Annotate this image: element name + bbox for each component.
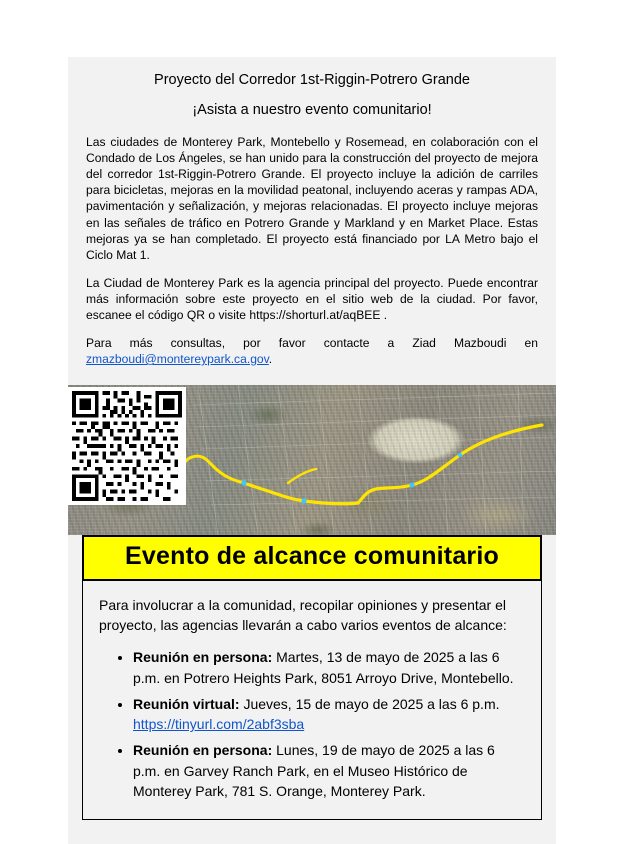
page-title: Proyecto del Corredor 1st-Riggin-Potrero Grande: [154, 72, 470, 88]
flyer-sheet: [68, 57, 556, 844]
event-banner-label: Evento de alcance comunitario: [125, 542, 499, 571]
list-item: [133, 694, 525, 735]
map-and-qr-figure: [68, 385, 556, 535]
event-label: Reunión en persona:: [133, 742, 273, 759]
paragraph-contact: [86, 335, 538, 367]
sheet-bottom-spacer: [68, 820, 556, 844]
event-label: Reunión en persona:: [133, 649, 273, 666]
paragraph-lead-agency: La Ciudad de Monterey Park es la agencia principal del proyecto. Puede encontrar más información sobre este proyecto en el sitio web de la ciudad. Por favor, escanee el código QR o visite https://shorturl.at/aqBEE .: [86, 275, 538, 322]
event-details: Lunes, 19 de mayo de 2025 a las 6 p.m. en Garvey Ranch Park, en el Museo Histórico de Monterey Park, 781 S. Orange, Monterey Park.: [133, 742, 495, 800]
events-intro-text: Para involucrar a la comunidad, recopilar opiniones y presentar el proyecto, las agencias llevarán a cabo varios eventos de alcance:: [99, 596, 507, 633]
contact-text-prefix: Para más consultas, por favor contacte a Ziad Mazboudi en: [86, 335, 538, 350]
qr-code-graphic: [72, 391, 182, 501]
qr-code: [68, 387, 186, 505]
event-banner: [82, 535, 542, 581]
virtual-meeting-link[interactable]: https://tinyurl.com/2abf3sba: [133, 716, 305, 733]
events-box: [82, 581, 542, 821]
title-block: [68, 57, 556, 126]
event-label: Reunión virtual:: [133, 695, 240, 712]
events-list: [99, 647, 525, 801]
page-subtitle: ¡Asista a nuestro evento comunitario!: [192, 101, 432, 118]
body-text-block: [68, 126, 556, 377]
list-item: [133, 740, 525, 801]
paragraph-project-description: Las ciudades de Monterey Park, Montebello y Rosemead, en colaboración con el Condado de Los Ángeles, se han unido para la construcción del proyecto de mejora del corredor 1st-Riggin-Potrero Grande. El proyecto incluye la adición de carriles para bicicletas, mejoras en la movilidad peatonal, incluyendo aceras y rampas ADA, pavimentación y señalización, y mejoras relacionadas. El proyecto incluye mejoras en las señales de tráfico en Potrero Grande y Markland y en Market Place. Estas mejoras ya se han completado. El proyecto está financiado por LA Metro bajo el Ciclo Mat 1.: [86, 135, 538, 262]
contact-text-suffix: .: [268, 352, 273, 367]
contact-email-link[interactable]: zmazboudi@montereypark.ca.gov: [86, 352, 269, 367]
list-item: [133, 647, 525, 688]
event-details: Jueves, 15 de mayo de 2025 a las 6 p.m.: [239, 695, 500, 712]
event-details: Martes, 13 de mayo de 2025 a las 6 p.m. en Potrero Heights Park, 8051 Arroyo Drive, Montebello.: [133, 649, 514, 686]
